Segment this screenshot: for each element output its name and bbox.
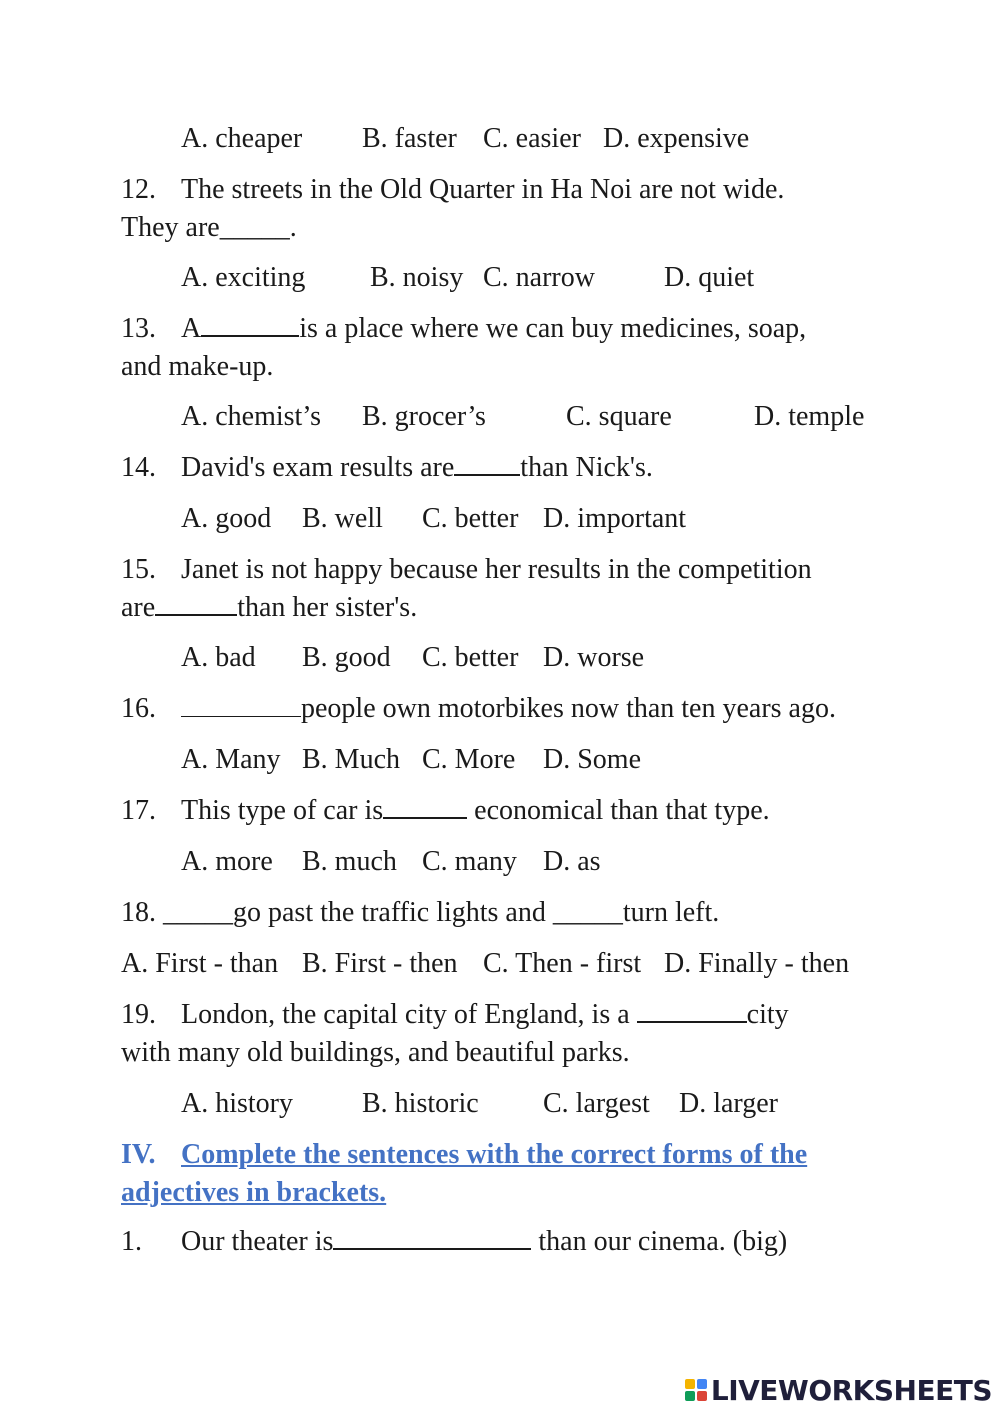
section4-heading-line2 <box>121 1174 386 1212</box>
section4-heading-line1 <box>121 1136 807 1174</box>
section4-item1-text-a: Our theater is <box>181 1226 334 1257</box>
section4-title-line1: Complete the sentences with the correct forms of the <box>181 1139 808 1170</box>
q18-option-b[interactable]: B. First - then <box>302 948 458 979</box>
q17-option-a[interactable]: A. more <box>181 846 273 877</box>
q17-blank[interactable] <box>383 795 467 819</box>
q16-text-a2: people own motorbikes now than ten years ago. <box>301 693 836 724</box>
q15-blank[interactable] <box>155 592 237 616</box>
q17-number: 17. <box>121 795 156 826</box>
q19-text-b: with many old buildings, and beautiful parks. <box>121 1037 630 1068</box>
q19-line1 <box>121 998 789 1032</box>
logo-square-2 <box>697 1379 707 1389</box>
section4-item1-number: 1. <box>121 1226 142 1257</box>
q18-text-a1: go past the traffic lights and <box>233 897 553 928</box>
q15-text-b2: than her sister's. <box>237 592 418 623</box>
q13-option-c[interactable]: C. square <box>566 401 672 432</box>
q13-number: 13. <box>121 313 156 344</box>
q17-line1 <box>121 794 770 828</box>
q17-option-d[interactable]: D. as <box>543 846 601 877</box>
q12-line1 <box>121 173 784 207</box>
q16-option-b[interactable]: B. Much <box>302 744 400 775</box>
q12-option-b[interactable]: B. noisy <box>370 262 464 293</box>
q12-number: 12. <box>121 174 156 205</box>
q12-option-d[interactable]: D. quiet <box>664 262 755 293</box>
liveworksheets-logo-icon <box>685 1379 707 1401</box>
section4-item1-blank[interactable] <box>333 1226 531 1250</box>
q15-line2 <box>121 591 417 625</box>
q11-option-a[interactable]: A. cheaper <box>181 123 303 154</box>
q15-option-a[interactable]: A. bad <box>181 642 256 673</box>
q13-option-b[interactable]: B. grocer’s <box>362 401 486 432</box>
logo-square-1 <box>685 1379 695 1389</box>
q17-option-c[interactable]: C. many <box>422 846 517 877</box>
q13-line1 <box>121 312 806 346</box>
section4-title-line2: adjectives in brackets. <box>121 1177 387 1208</box>
q17-option-b[interactable]: B. much <box>302 846 397 877</box>
q17-text-a1: This type of car is <box>181 795 384 826</box>
q18-blank-1[interactable]: _____ <box>163 897 233 928</box>
q19-number: 19. <box>121 999 156 1030</box>
q13-text-a2: is a place where we can buy medicines, soap, <box>299 313 807 344</box>
q16-option-a[interactable]: A. Many <box>181 744 281 775</box>
q14-text-a1: David's exam results are <box>181 452 455 483</box>
q12-text: The streets in the Old Quarter in Ha Noi are not wide. <box>181 174 785 205</box>
q13-blank[interactable] <box>201 313 299 337</box>
q18-line1 <box>121 896 719 930</box>
q15-option-c[interactable]: C. better <box>422 642 519 673</box>
q12-text-b2: . <box>289 212 297 243</box>
q13-text-b: and make-up. <box>121 351 274 382</box>
q18-option-a[interactable]: A. First - than <box>121 948 279 979</box>
q11-option-c[interactable]: C. easier <box>483 123 581 154</box>
q19-text-a1: London, the capital city of England, is a <box>181 999 637 1030</box>
q19-option-d[interactable]: D. larger <box>679 1088 778 1119</box>
section4-item1 <box>121 1225 787 1259</box>
q19-blank[interactable] <box>637 999 747 1023</box>
logo-square-3 <box>685 1391 695 1401</box>
q13-option-a[interactable]: A. chemist’s <box>181 401 321 432</box>
q13-text-a1: A <box>181 313 202 344</box>
q16-number: 16. <box>121 693 156 724</box>
q19-line2 <box>121 1036 630 1070</box>
q14-text-a2: than Nick's. <box>520 452 653 483</box>
q18-text-a2: turn left. <box>622 897 720 928</box>
q17-text-a2: economical than that type. <box>467 795 770 826</box>
q15-text-b1: are <box>121 592 156 623</box>
q18-option-c[interactable]: C. Then - first <box>483 948 642 979</box>
q18-option-d[interactable]: D. Finally - then <box>664 948 850 979</box>
q19-option-b[interactable]: B. historic <box>362 1088 479 1119</box>
q19-option-a[interactable]: A. history <box>181 1088 293 1119</box>
q11-option-b[interactable]: B. faster <box>362 123 457 154</box>
q16-blank[interactable] <box>181 694 301 717</box>
q15-option-d[interactable]: D. worse <box>543 642 645 673</box>
q14-number: 14. <box>121 452 156 483</box>
q12-option-a[interactable]: A. exciting <box>181 262 306 293</box>
q18-number: 18. <box>121 897 163 928</box>
q14-option-a[interactable]: A. good <box>181 503 272 534</box>
q15-option-b[interactable]: B. good <box>302 642 391 673</box>
section4-number: IV. <box>121 1139 156 1170</box>
q14-option-c[interactable]: C. better <box>422 503 519 534</box>
q13-option-d[interactable]: D. temple <box>754 401 865 432</box>
q11-option-d[interactable]: D. expensive <box>603 123 750 154</box>
liveworksheets-logo-text: LIVEWORKSHEETS <box>710 1373 992 1407</box>
q16-option-c[interactable]: C. More <box>422 744 516 775</box>
q19-text-a2: city <box>746 999 789 1030</box>
q14-blank[interactable] <box>454 452 520 476</box>
liveworksheets-logo <box>685 1375 992 1405</box>
q12-blank[interactable]: _____ <box>219 212 290 243</box>
section4-item1-text-b: than our cinema. (big) <box>531 1226 788 1257</box>
logo-square-4 <box>697 1391 707 1401</box>
q18-blank-2[interactable]: _____ <box>552 897 623 928</box>
q13-line2 <box>121 350 273 384</box>
q19-option-c[interactable]: C. largest <box>543 1088 650 1119</box>
q14-option-d[interactable]: D. important <box>543 503 687 534</box>
q15-number: 15. <box>121 554 156 585</box>
q12-text-b1: They are <box>121 212 220 243</box>
q16-line1 <box>121 692 836 726</box>
q12-line2 <box>121 211 297 245</box>
q12-option-c[interactable]: C. narrow <box>483 262 595 293</box>
q15-line1 <box>121 553 812 587</box>
q14-line1 <box>121 451 653 485</box>
q14-option-b[interactable]: B. well <box>302 503 383 534</box>
q15-text-a: Janet is not happy because her results in the competition <box>181 554 812 585</box>
q16-option-d[interactable]: D. Some <box>543 744 641 775</box>
